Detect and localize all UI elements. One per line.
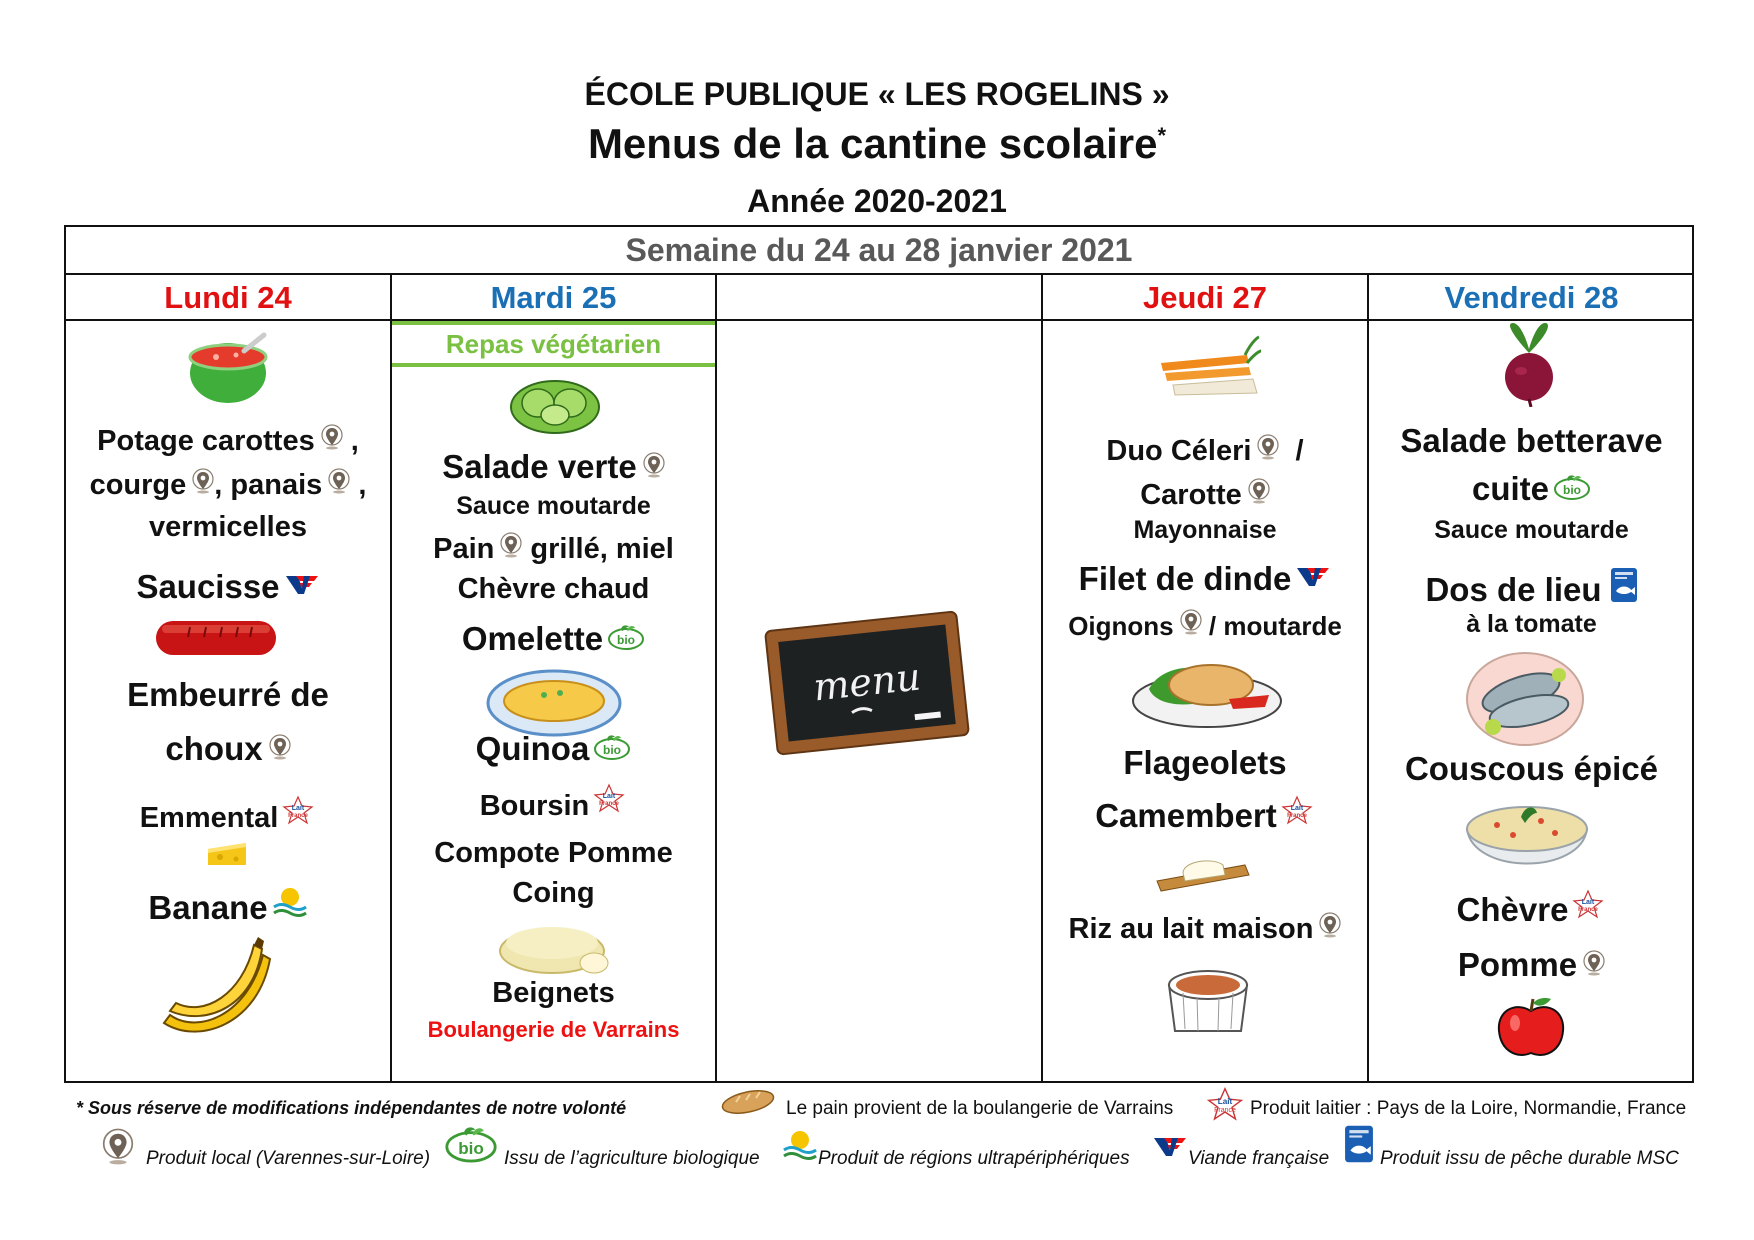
sausage-image (152, 611, 282, 665)
legend-rup: Produit de régions ultrapériphériques (818, 1148, 1130, 1169)
lait-france-icon (1204, 1086, 1246, 1124)
compote-line2: Coing (512, 877, 595, 909)
bio-leaf-icon (444, 1124, 498, 1164)
legend-pain: Le pain provient de la boulangerie de Varrains (786, 1098, 1174, 1119)
pomme-line (1369, 945, 1694, 985)
chevre-line (1369, 889, 1694, 930)
bio-leaf-icon (607, 624, 645, 650)
potage-comma-2: , (358, 469, 367, 501)
location-pin-icon (1319, 912, 1341, 940)
location-pin-icon (192, 468, 214, 496)
tomate-line: à la tomate (1466, 610, 1597, 638)
turkey-plate-image (1129, 649, 1285, 733)
pomme-text: Pomme (1457, 946, 1578, 983)
school-year: Année 2020-2021 (747, 183, 1007, 219)
potage-text-2a: courge (89, 469, 187, 501)
oignons-text-a: Oignons (1068, 611, 1174, 641)
emmental-text: Emmental (139, 802, 279, 834)
pain-text-a: Pain (433, 533, 495, 565)
banane-line (66, 885, 390, 928)
beignets-line: Beignets (492, 977, 615, 1009)
camembert-line (1043, 795, 1367, 836)
sauce-line: Sauce moutarde (456, 492, 651, 520)
duo-line2 (1043, 475, 1367, 515)
location-pin-icon (328, 468, 350, 496)
location-pin-icon (1257, 434, 1279, 462)
legend-laitier: Produit laitier : Pays de la Loire, Normandie, France (1250, 1098, 1687, 1119)
msc-label-icon (1610, 567, 1638, 603)
couscous-image (1463, 799, 1591, 883)
location-pin-icon (1583, 950, 1605, 978)
legend-msc: Produit issu de pêche durable MSC (1380, 1148, 1679, 1169)
location-pin-icon (1180, 609, 1202, 637)
embeurre-text-2: choux (165, 730, 263, 767)
location-pin-icon (1248, 478, 1270, 506)
viande-francaise-icon (1295, 564, 1331, 590)
apple-image (1495, 995, 1567, 1061)
boursin-line (392, 783, 715, 826)
filet-text: Filet de dinde (1078, 560, 1292, 597)
salade-betterave-line2 (1369, 469, 1694, 509)
potage-comma-1: , (350, 425, 359, 457)
pain-line (392, 529, 715, 569)
day-header-vendredi: Vendredi 28 (1369, 273, 1694, 321)
viande-francaise-icon (284, 572, 320, 598)
pain-text-b: grillé, miel (530, 533, 674, 565)
lettuce-image (508, 373, 602, 437)
baguette-icon (720, 1086, 776, 1118)
day-column-lundi (66, 273, 392, 1081)
day-header-mardi: Mardi 25 (392, 273, 715, 321)
rice-pudding-image (1163, 959, 1253, 1041)
potage-line2 (66, 465, 390, 505)
week-title: Semaine du 24 au 28 janvier 2021 (66, 227, 1692, 275)
omelette-line (392, 619, 715, 659)
dos-lieu-line (1369, 567, 1694, 610)
bio-leaf-icon (1553, 474, 1591, 500)
sun-wave-icon (272, 885, 308, 921)
omelette-text: Omelette (461, 620, 604, 657)
camembert-image (1153, 843, 1253, 895)
viande-francaise-icon (1152, 1134, 1188, 1160)
emmental-line (66, 795, 390, 838)
legend-reserve: * Sous réserve de modifications indépendantes de notre volonté (76, 1098, 627, 1118)
riz-text: Riz au lait maison (1068, 913, 1314, 945)
location-pin-icon (321, 424, 343, 452)
day-header-mercredi (717, 273, 1041, 321)
title-asterisk: * (1157, 123, 1167, 148)
lait-france-icon (280, 795, 316, 827)
day-column-mardi (392, 273, 717, 1081)
menu-table (64, 225, 1694, 1083)
banane-text: Banane (148, 889, 268, 926)
boulangerie-line: Boulangerie de Varrains (427, 1017, 680, 1042)
embeurre-line1: Embeurré de (127, 676, 329, 713)
location-pin-icon (269, 734, 291, 762)
chalkboard-text: menu (811, 654, 923, 710)
location-pin-icon (643, 452, 665, 480)
school-name: ÉCOLE PUBLIQUE « LES ROGELINS » (584, 76, 1170, 112)
location-pin-icon (500, 532, 522, 560)
vegetarian-banner: Repas végétarien (392, 321, 715, 367)
legend-bio: Issu de l’agriculture biologique (504, 1148, 760, 1169)
saucisse-line (66, 567, 390, 607)
dos-lieu-text: Dos de lieu (1425, 571, 1602, 608)
page-title (0, 120, 1754, 168)
day-column-vendredi (1369, 273, 1694, 1081)
day-header-jeudi: Jeudi 27 (1043, 273, 1367, 321)
quinoa-line (392, 729, 715, 769)
salade-line (392, 447, 715, 487)
salade-betterave-text-2: cuite (1471, 470, 1550, 507)
compote-line1: Compote Pomme (434, 837, 673, 869)
title-text: Menus de la cantine scolaire (587, 120, 1158, 167)
legend-local: Produit local (Varennes-sur-Loire) (146, 1148, 431, 1169)
omelette-image (484, 663, 624, 739)
potage-text-2b: , panais (214, 469, 323, 501)
day-column-jeudi (1043, 273, 1369, 1081)
lait-france-icon (1570, 889, 1606, 921)
flageolets-line: Flageolets (1123, 744, 1287, 781)
chevre-text: Chèvre (1456, 891, 1569, 928)
potage-line3: vermicelles (148, 511, 307, 543)
oignons-text-b: / moutarde (1208, 611, 1342, 641)
compote-image (496, 911, 614, 977)
duo-text-a: Duo Céleri (1106, 435, 1252, 467)
carrot-celery-image (1153, 333, 1261, 405)
duo-text-b: Carotte (1140, 479, 1242, 511)
salade-text: Salade verte (442, 448, 637, 485)
saucisse-text: Saucisse (136, 568, 280, 605)
menu-chalkboard-image (761, 603, 973, 763)
mayo-line: Mayonnaise (1133, 516, 1277, 544)
lait-france-icon (591, 783, 627, 815)
potage-text-1: Potage carottes (97, 425, 315, 457)
sauce-moutarde-line: Sauce moutarde (1434, 516, 1629, 544)
cheese-image (206, 839, 250, 869)
filet-line (1043, 559, 1367, 599)
embeurre-line2 (66, 729, 390, 769)
sun-wave-icon (782, 1128, 818, 1164)
oignons-line (1043, 609, 1367, 643)
fish-plate-image (1463, 647, 1589, 751)
banana-image (158, 935, 278, 1045)
boursin-text: Boursin (479, 790, 590, 822)
duo-slash: / (1295, 435, 1304, 467)
beetroot-image (1489, 321, 1569, 407)
potage-line1 (66, 421, 390, 461)
chevre-chaud-line: Chèvre chaud (457, 573, 650, 605)
riz-line (1043, 909, 1367, 949)
day-column-mercredi (717, 273, 1043, 1081)
lait-france-icon (1279, 795, 1315, 827)
location-pin-icon (100, 1128, 136, 1168)
duo-line1 (1043, 431, 1367, 471)
camembert-text: Camembert (1095, 797, 1277, 834)
legend-viande: Viande française (1188, 1148, 1330, 1169)
bio-leaf-icon (593, 734, 631, 760)
msc-label-icon (1344, 1124, 1374, 1164)
day-header-lundi: Lundi 24 (66, 273, 390, 321)
quinoa-text: Quinoa (475, 730, 590, 767)
tomato-soup-image (186, 331, 276, 411)
salade-betterave-line1: Salade betterave (1400, 422, 1663, 459)
couscous-line: Couscous épicé (1404, 750, 1659, 787)
